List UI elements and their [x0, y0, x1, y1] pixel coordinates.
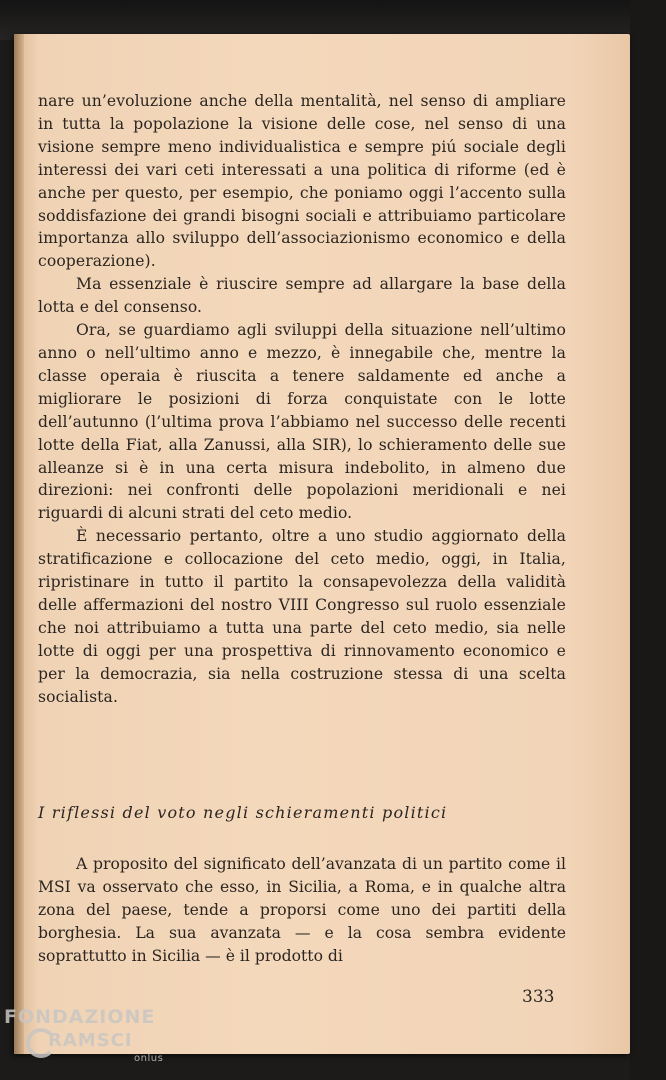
page-number: 333	[522, 987, 555, 1007]
section-body-text	[38, 853, 566, 968]
body-text	[38, 90, 566, 708]
watermark-suffix: onlus	[134, 1053, 164, 1064]
section-heading: I riflessi del voto negli schieramenti politici	[38, 803, 448, 822]
paragraph: A proposito del significato dell’avanzata di un partito come il MSI va osservato che esso, in Sicilia, a Roma, e in qualche altra zona del paese, tende a proporsi come uno dei partiti della borghesia. La sua avanzata — e la cosa sembra evidente soprattutto in Sicilia — è il prodotto di	[38, 855, 566, 965]
paragraph: Ora, se guardiamo agli sviluppi della situazione nell’ultimo anno o nell’ultimo anno e mezzo, è innegabile che, mentre la classe operaia è riuscita a tenere saldamente ed anche a migliorare le posizioni di forza conquistate con le lotte dell’autunno (l’ultima prova l’abbiamo nel successo delle recenti lotte della Fiat, alla Zanussi, alla SIR), lo schieramento delle sue alleanze si è in una certa misura indebolito, in almeno due direzioni: nei confronti delle popolazioni meridionali e nei riguardi di alcuni strati del ceto medio.	[38, 321, 566, 523]
page-binding-edge	[14, 34, 24, 1054]
fondazione-gramsci-watermark	[4, 1006, 184, 1078]
paragraph-continued: nare un’evoluzione anche della mentalità, nel senso di ampliare in tutta la popolazione la visione delle cose, nel senso di una visione sempre meno individualistica e sempre piú sociale degli interessi dei vari ceti interessati a una politica di riforme (ed è anche per questo, per esempio, che poniamo oggi l’accento sulla soddisfazione dei grandi bisogni sociali e attribuiamo particolare importanza allo sviluppo dell’associazionismo economico e della cooperazione).	[38, 92, 566, 271]
scan-background-right	[630, 0, 666, 1080]
watermark-line2: RAMSCI	[48, 1030, 133, 1051]
paragraph: Ma essenziale è riuscire sempre ad allargare la base della lotta e del consenso.	[38, 275, 566, 317]
paragraph: È necessario pertanto, oltre a uno studio aggiornato della stratificazione e collocazione del ceto medio, oggi, in Italia, ripristinare in tutto il partito la consapevolezza della validità delle affermazioni del nostro VIII Congresso sul ruolo essenziale che noi attribuiamo a tutta una parte del ceto medio, sia nelle lotte di oggi per una prospettiva di rinnovamento economico e per la democrazia, sia nella costruzione stessa di una scelta socialista.	[38, 527, 566, 706]
watermark-line1: FONDAZIONE	[4, 1006, 156, 1028]
